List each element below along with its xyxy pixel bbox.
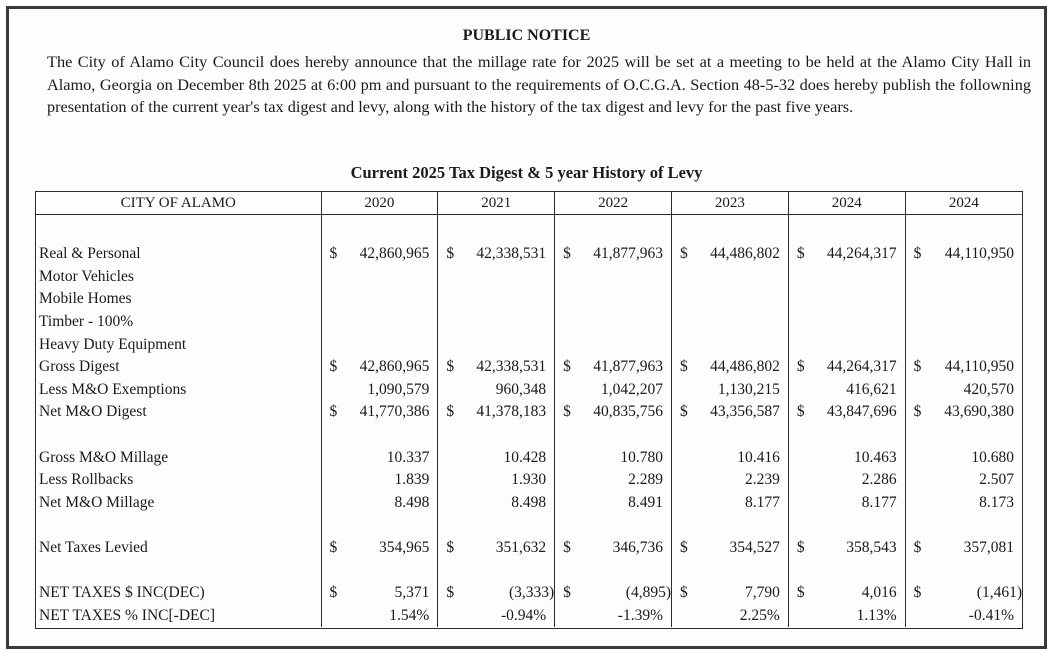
cell-value: 10.680 xyxy=(971,448,1014,466)
spacer-row xyxy=(36,424,1022,447)
value-cell xyxy=(555,379,672,402)
currency-symbol: $ xyxy=(913,245,922,263)
tax-digest-table xyxy=(35,191,1023,629)
value-cell xyxy=(788,401,905,424)
cell-value: 42,338,531 xyxy=(476,245,547,263)
value-cell xyxy=(671,559,788,582)
value-cell xyxy=(555,492,672,515)
value-cell xyxy=(321,559,438,582)
cell-value: 44,264,317 xyxy=(826,245,897,263)
value-cell xyxy=(905,266,1022,289)
value-cell xyxy=(555,401,672,424)
cell-value: 41,378,183 xyxy=(476,403,547,421)
value-cell xyxy=(905,401,1022,424)
cell-value: -0.94% xyxy=(500,606,547,624)
cell-value: 8.177 xyxy=(861,493,897,511)
value-cell xyxy=(555,446,672,469)
currency-symbol: $ xyxy=(563,358,571,376)
spacer-row xyxy=(36,215,1022,244)
value-cell xyxy=(555,288,672,311)
value-cell xyxy=(788,266,905,289)
table-header-row xyxy=(36,192,1022,215)
cell-value: -0.41% xyxy=(968,606,1014,624)
value-cell xyxy=(788,288,905,311)
row-label: Net M&O Millage xyxy=(39,493,155,511)
value-cell xyxy=(321,288,438,311)
cell-value: 44,486,802 xyxy=(710,245,780,263)
value-cell xyxy=(905,333,1022,356)
row-label xyxy=(36,424,321,447)
value-cell xyxy=(788,469,905,492)
value-cell xyxy=(438,605,555,628)
cell-value: 1,042,207 xyxy=(600,380,663,398)
year-header: 2021 xyxy=(438,192,555,215)
currency-symbol: $ xyxy=(446,539,455,557)
value-cell xyxy=(555,333,672,356)
value-cell xyxy=(555,311,672,334)
value-cell xyxy=(438,582,555,605)
cell-value: (4,895) xyxy=(625,584,671,602)
value-cell xyxy=(788,514,905,537)
value-cell xyxy=(905,605,1022,628)
value-cell xyxy=(438,333,555,356)
value-cell xyxy=(671,356,788,379)
value-cell xyxy=(671,243,788,266)
value-cell xyxy=(671,514,788,537)
value-cell xyxy=(321,537,438,560)
cell-value: 351,632 xyxy=(495,539,547,557)
value-cell xyxy=(788,243,905,266)
currency-symbol: $ xyxy=(913,584,922,602)
value-cell xyxy=(321,582,438,605)
row-label: Timber - 100% xyxy=(39,313,134,331)
cell-value: 354,527 xyxy=(729,539,780,557)
value-cell xyxy=(321,266,438,289)
notice-title: PUBLIC NOTICE xyxy=(462,27,591,44)
cell-value: 358,543 xyxy=(846,539,897,557)
value-cell xyxy=(671,379,788,402)
value-cell xyxy=(321,243,438,266)
value-cell xyxy=(321,401,438,424)
currency-symbol: $ xyxy=(796,539,805,557)
currency-symbol: $ xyxy=(329,584,338,602)
table-row xyxy=(36,288,1022,311)
cell-value: 357,081 xyxy=(963,539,1014,557)
cell-value: 4,016 xyxy=(861,584,897,602)
cell-value: 42,860,965 xyxy=(359,245,430,263)
cell-value: 43,847,696 xyxy=(826,403,897,421)
value-cell xyxy=(321,605,438,628)
value-cell xyxy=(671,537,788,560)
value-cell xyxy=(788,582,905,605)
value-cell xyxy=(671,311,788,334)
value-cell xyxy=(438,379,555,402)
row-label xyxy=(36,514,321,537)
cell-value: 960,348 xyxy=(495,380,547,398)
year-header: 2024 xyxy=(788,192,905,215)
value-cell xyxy=(555,605,672,628)
cell-value: 8.173 xyxy=(979,493,1014,511)
value-cell xyxy=(788,333,905,356)
tax-table xyxy=(36,192,1022,627)
cell-value: 41,770,386 xyxy=(359,403,430,421)
cell-value: 42,860,965 xyxy=(359,358,430,376)
table-row xyxy=(36,356,1022,379)
cell-value: 42,338,531 xyxy=(476,358,547,376)
table-row xyxy=(36,469,1022,492)
value-cell xyxy=(438,311,555,334)
row-label xyxy=(36,559,321,582)
table-subtitle: Current 2025 Tax Digest & 5 year History of Levy xyxy=(350,163,703,182)
cell-value: 44,110,950 xyxy=(944,245,1014,263)
cell-value: 1.54% xyxy=(389,606,430,624)
value-cell xyxy=(438,469,555,492)
cell-value: 1,090,579 xyxy=(367,380,430,398)
cell-value: 1.930 xyxy=(511,471,547,489)
value-cell xyxy=(905,424,1022,447)
value-cell xyxy=(671,333,788,356)
currency-symbol: $ xyxy=(913,539,922,557)
row-label: Gross Digest xyxy=(39,358,120,376)
value-cell xyxy=(321,424,438,447)
value-cell xyxy=(438,356,555,379)
value-cell xyxy=(788,356,905,379)
header-label: CITY OF ALAMO xyxy=(36,192,321,215)
value-cell xyxy=(905,537,1022,560)
year-header: 2024 xyxy=(905,192,1022,215)
value-cell xyxy=(438,266,555,289)
cell-value: -1.39% xyxy=(617,606,663,624)
value-cell xyxy=(671,266,788,289)
row-label: Net M&O Digest xyxy=(39,403,147,421)
cell-value: 2.286 xyxy=(861,471,897,489)
value-cell xyxy=(321,379,438,402)
value-cell xyxy=(905,243,1022,266)
value-cell xyxy=(438,537,555,560)
row-label: Mobile Homes xyxy=(39,290,132,308)
currency-symbol: $ xyxy=(679,584,688,602)
row-label: NET TAXES $ INC(DEC) xyxy=(39,584,205,602)
year-header: 2020 xyxy=(321,192,438,215)
cell-value: 10.416 xyxy=(737,448,780,466)
cell-value: 8.498 xyxy=(511,493,547,511)
value-cell xyxy=(905,288,1022,311)
value-cell xyxy=(905,559,1022,582)
currency-symbol: $ xyxy=(913,358,922,376)
cell-value: 1.839 xyxy=(394,471,430,489)
row-label: Heavy Duty Equipment xyxy=(39,335,187,353)
value-cell xyxy=(905,514,1022,537)
value-cell xyxy=(788,446,905,469)
value-cell xyxy=(321,311,438,334)
table-row xyxy=(36,266,1022,289)
cell-value: (1,461) xyxy=(976,584,1022,602)
value-cell xyxy=(671,582,788,605)
cell-value: 43,690,380 xyxy=(944,403,1014,421)
spacer-row xyxy=(36,514,1022,537)
value-cell xyxy=(905,379,1022,402)
cell-value: 8.177 xyxy=(744,493,780,511)
currency-symbol: $ xyxy=(679,539,688,557)
currency-symbol: $ xyxy=(563,245,571,263)
currency-symbol: $ xyxy=(679,245,688,263)
cell-value: 10.780 xyxy=(620,448,663,466)
value-cell xyxy=(788,537,905,560)
value-cell xyxy=(438,559,555,582)
cell-value: 10.428 xyxy=(503,448,547,466)
value-cell xyxy=(905,356,1022,379)
value-cell xyxy=(438,424,555,447)
row-label: Net Taxes Levied xyxy=(39,539,148,557)
cell-value: 40,835,756 xyxy=(593,403,663,421)
value-cell xyxy=(671,424,788,447)
value-cell xyxy=(438,401,555,424)
value-cell xyxy=(438,243,555,266)
currency-symbol: $ xyxy=(679,358,688,376)
table-row xyxy=(36,311,1022,334)
value-cell xyxy=(905,492,1022,515)
row-label: Less Rollbacks xyxy=(39,471,134,489)
row-label: Less M&O Exemptions xyxy=(39,380,187,398)
cell-value: 2.25% xyxy=(739,606,780,624)
cell-value: 44,110,950 xyxy=(944,358,1014,376)
value-cell xyxy=(438,288,555,311)
spacer-row xyxy=(36,559,1022,582)
row-label: NET TAXES % INC[-DEC] xyxy=(39,606,215,624)
table-row xyxy=(36,582,1022,605)
value-cell xyxy=(438,446,555,469)
cell-value: 420,570 xyxy=(963,380,1014,398)
currency-symbol: $ xyxy=(796,358,805,376)
row-label: Gross M&O Millage xyxy=(39,448,169,466)
year-header: 2023 xyxy=(671,192,788,215)
value-cell xyxy=(555,514,672,537)
cell-value: 44,264,317 xyxy=(826,358,897,376)
value-cell xyxy=(788,424,905,447)
value-cell xyxy=(438,514,555,537)
cell-value: 44,486,802 xyxy=(710,358,780,376)
value-cell xyxy=(321,469,438,492)
currency-symbol: $ xyxy=(329,245,338,263)
year-header: 2022 xyxy=(555,192,672,215)
cell-value: 10.337 xyxy=(386,448,430,466)
currency-symbol: $ xyxy=(446,403,455,421)
cell-value: 8.498 xyxy=(394,493,430,511)
table-row xyxy=(36,333,1022,356)
notice-body: The City of Alamo City Council does hereby announce that the millage rate for 2025 will be set at a meeting to be held at the Alamo City Hall in Alamo, Georgia on December 8th 2025 at 6:00 pm and pursuant to the requirements of O.C.G.A. Section 48-5-32 does hereby publish the followning presentation of the current year's tax digest and levy, along with the history of the tax digest and levy for the past five years. xyxy=(47,52,1031,116)
value-cell xyxy=(671,446,788,469)
cell-value: 10.463 xyxy=(854,448,897,466)
cell-value: 2.507 xyxy=(979,471,1014,489)
cell-value: 41,877,963 xyxy=(593,245,663,263)
currency-symbol: $ xyxy=(796,584,805,602)
value-cell xyxy=(788,311,905,334)
value-cell xyxy=(788,559,905,582)
value-cell xyxy=(555,266,672,289)
value-cell xyxy=(438,492,555,515)
currency-symbol: $ xyxy=(679,403,688,421)
cell-value: 7,790 xyxy=(744,584,780,602)
cell-value: 8.491 xyxy=(628,493,663,511)
currency-symbol: $ xyxy=(446,584,455,602)
value-cell xyxy=(321,446,438,469)
row-label: Real & Personal xyxy=(39,245,141,263)
cell-value: 41,877,963 xyxy=(593,358,663,376)
currency-symbol: $ xyxy=(446,245,455,263)
value-cell xyxy=(555,424,672,447)
value-cell xyxy=(555,469,672,492)
value-cell xyxy=(905,582,1022,605)
currency-symbol: $ xyxy=(329,358,338,376)
table-row xyxy=(36,401,1022,424)
value-cell xyxy=(671,492,788,515)
cell-value: 354,965 xyxy=(378,539,430,557)
row-label: Motor Vehicles xyxy=(39,267,134,285)
table-row xyxy=(36,537,1022,560)
value-cell xyxy=(555,559,672,582)
currency-symbol: $ xyxy=(563,584,571,602)
value-cell xyxy=(788,379,905,402)
currency-symbol: $ xyxy=(563,403,571,421)
table-body xyxy=(36,215,1022,628)
cell-value: 1,130,215 xyxy=(717,380,780,398)
table-row xyxy=(36,243,1022,266)
value-cell xyxy=(321,356,438,379)
cell-value: 416,621 xyxy=(846,380,897,398)
currency-symbol: $ xyxy=(913,403,922,421)
value-cell xyxy=(671,605,788,628)
currency-symbol: $ xyxy=(329,403,338,421)
cell-value: 2.289 xyxy=(628,471,663,489)
currency-symbol: $ xyxy=(329,539,338,557)
value-cell xyxy=(321,514,438,537)
value-cell xyxy=(905,311,1022,334)
value-cell xyxy=(788,605,905,628)
value-cell xyxy=(555,356,672,379)
table-row xyxy=(36,446,1022,469)
table-row xyxy=(36,605,1022,628)
value-cell xyxy=(555,537,672,560)
value-cell xyxy=(555,582,672,605)
cell-value: 43,356,587 xyxy=(710,403,780,421)
cell-value: 5,371 xyxy=(394,584,430,602)
table-row xyxy=(36,379,1022,402)
cell-value: 1.13% xyxy=(856,606,897,624)
value-cell xyxy=(321,492,438,515)
value-cell xyxy=(321,333,438,356)
value-cell xyxy=(905,446,1022,469)
currency-symbol: $ xyxy=(796,403,805,421)
value-cell xyxy=(788,492,905,515)
cell-value: 2.239 xyxy=(744,471,780,489)
value-cell xyxy=(671,469,788,492)
value-cell xyxy=(905,469,1022,492)
currency-symbol: $ xyxy=(563,539,571,557)
value-cell xyxy=(671,288,788,311)
currency-symbol: $ xyxy=(796,245,805,263)
table-row xyxy=(36,492,1022,515)
cell-value: 346,736 xyxy=(612,539,663,557)
currency-symbol: $ xyxy=(446,358,455,376)
cell-value: (3,333) xyxy=(508,584,555,602)
value-cell xyxy=(555,243,672,266)
value-cell xyxy=(671,401,788,424)
